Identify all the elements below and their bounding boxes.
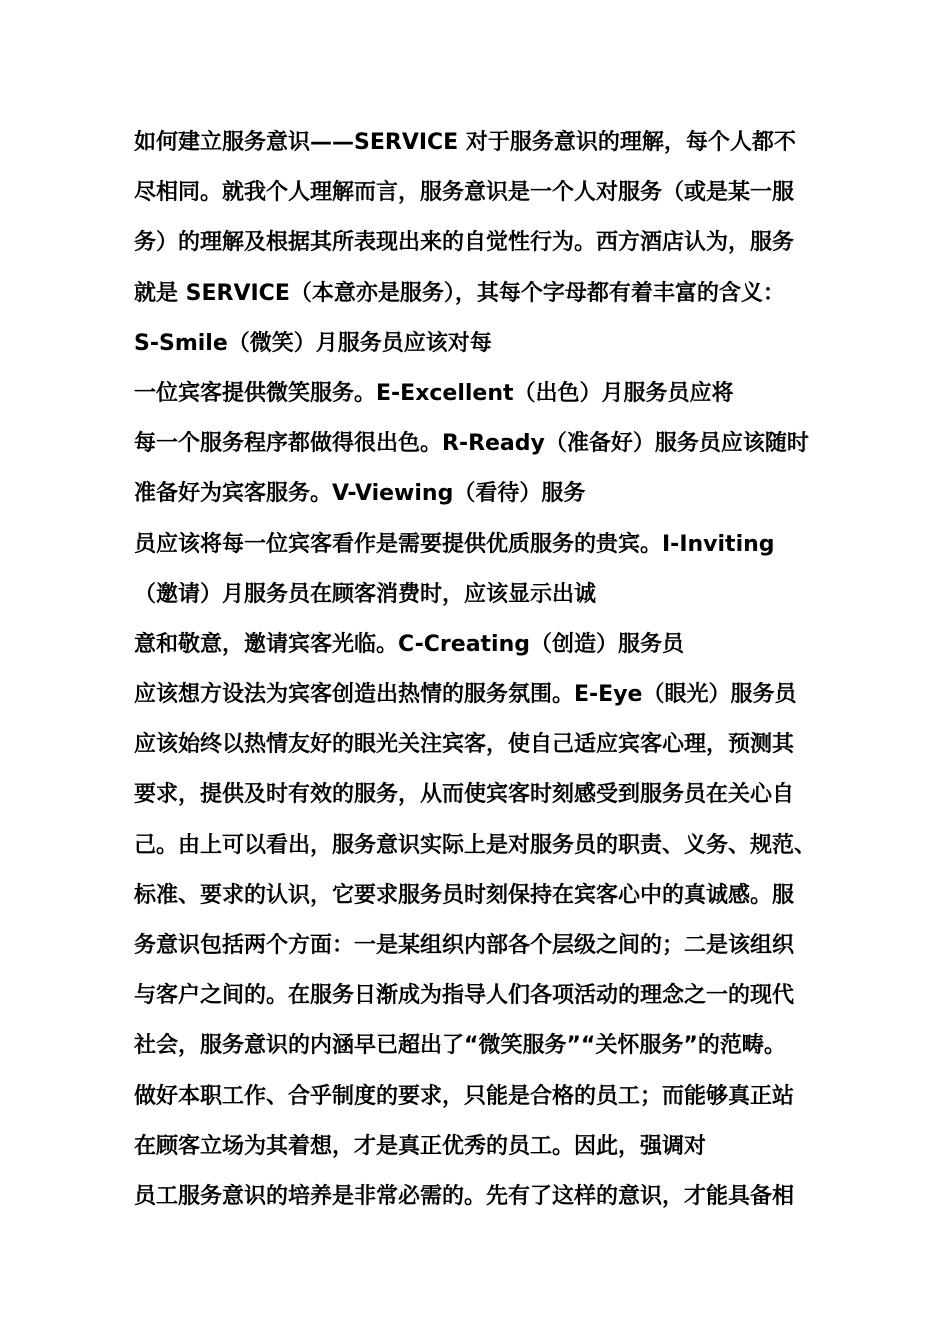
text-line: 要求，提供及时有效的服务，从而使宾客时刻感受到服务员在关心自 [134, 782, 795, 808]
text-line: 标准、要求的认识，它要求服务员时刻保持在宾客心中的真诚感。服 [134, 882, 795, 908]
text-line: 应该想方设法为宾客创造出热情的服务氛围。E-Eye（眼光）服务员 [134, 682, 797, 708]
text-line: 尽相同。就我个人理解而言，服务意识是一个人对服务（或是某一服 [134, 180, 795, 206]
text-line: 准备好为宾客服务。V-Viewing（看待）服务 [134, 481, 586, 507]
text-line: 做好本职工作、合乎制度的要求，只能是合格的员工；而能够真正站 [134, 1083, 795, 1109]
text-line: 每一个服务程序都做得很出色。R-Ready（准备好）服务员应该随时 [134, 431, 809, 457]
text-line: 意和敬意，邀请宾客光临。C-Creating（创造）服务员 [134, 631, 685, 657]
text-line: （邀请）月服务员在顾客消费时，应该显示出诚 [134, 581, 597, 607]
text-line: 应该始终以热情友好的眼光关注宾客，使自己适应宾客心理，预测其 [134, 732, 795, 758]
text-line: 如何建立服务意识——SERVICE 对于服务意识的理解，每个人都不 [134, 130, 796, 155]
text-line: S-Smile（微笑）月服务员应该对每 [134, 330, 492, 356]
text-line: 务）的理解及根据其所表现出来的自觉性行为。西方酒店认为，服务 [134, 230, 795, 256]
text-line: 一位宾客提供微笑服务。E-Excellent（出色）月服务员应将 [134, 380, 734, 406]
text-line: 与客户之间的。在服务日渐成为指导人们各项活动的理念之一的现代 [134, 983, 795, 1009]
text-line: 务意识包括两个方面：一是某组织内部各个层级之间的；二是该组织 [134, 933, 795, 958]
text-line: 员应该将每一位宾客看作是需要提供优质服务的贵宾。I-Inviting [134, 531, 775, 557]
body-text [134, 118, 874, 1222]
text-line: 社会，服务意识的内涵早已超出了“微笑服务”“关怀服务”的范畴。 [134, 1033, 786, 1059]
text-line: 己。由上可以看出，服务意识实际上是对服务员的职责、义务、规范、 [134, 832, 817, 858]
text-line: 在顾客立场为其着想，才是真正优秀的员工。因此，强调对 [134, 1133, 707, 1159]
text-line: 就是 SERVICE（本意亦是服务），其每个字母都有着丰富的含义： [134, 280, 785, 306]
text-line: 员工服务意识的培养是非常必需的。先有了这样的意识，才能具备相 [134, 1183, 795, 1209]
